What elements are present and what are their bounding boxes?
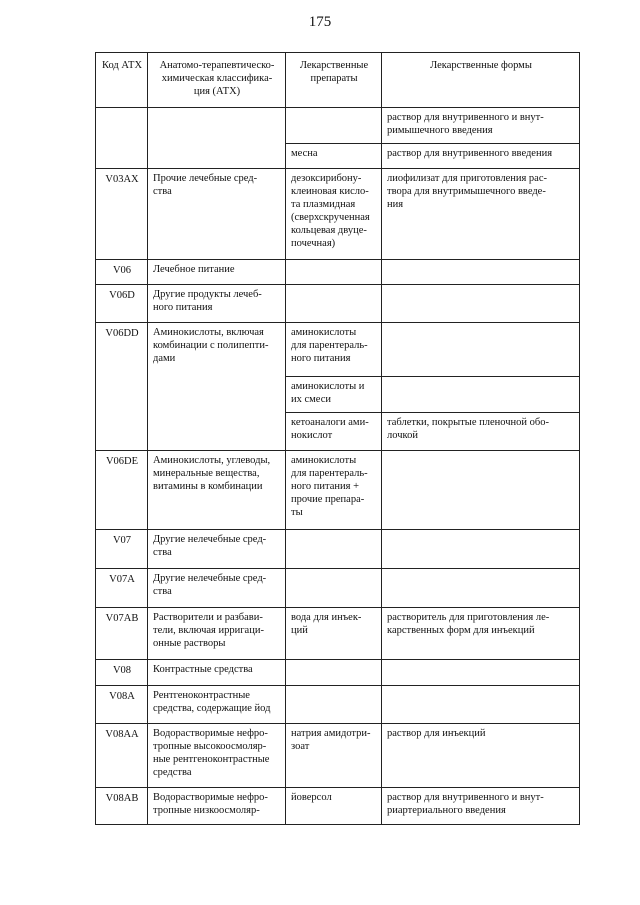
forms-cell: лиофилизат для приготовления рас- твора для внутримышечного введе- ния <box>382 169 580 260</box>
code-cell: V07 <box>96 530 148 569</box>
table-row <box>96 530 580 569</box>
drug-cell <box>286 569 382 608</box>
drug-cell <box>286 660 382 686</box>
drug-cell: кетоаналоги ами- нокислот <box>286 413 382 451</box>
code-cell: V06 <box>96 260 148 285</box>
classification-cell: Рентгеноконтрастные средства, содержащие йод <box>148 686 286 724</box>
page-number: 175 <box>308 14 332 30</box>
forms-cell <box>382 260 580 285</box>
drug-cell <box>286 108 382 144</box>
drug-cell <box>286 686 382 724</box>
classification-cell: Прочие лечебные сред- ства <box>148 169 286 260</box>
forms-cell: таблетки, покрытые пленочной обо- лочкой <box>382 413 580 451</box>
forms-cell <box>382 323 580 377</box>
classification-cell: Лечебное питание <box>148 260 286 285</box>
code-cell: V03AX <box>96 169 148 260</box>
table-row <box>96 323 580 377</box>
classification-cell: Растворители и разбави- тели, включая ирригаци- онные растворы <box>148 608 286 660</box>
code-cell: V08AA <box>96 724 148 788</box>
atc-drug-table <box>95 52 580 825</box>
code-cell: V08A <box>96 686 148 724</box>
table-row <box>96 788 580 825</box>
classification-cell: Другие нелечебные сред- ства <box>148 569 286 608</box>
header-drugs: Лекарственные препараты <box>286 53 382 108</box>
forms-cell <box>382 285 580 323</box>
classification-cell <box>148 108 286 169</box>
code-cell: V08 <box>96 660 148 686</box>
code-cell: V06DE <box>96 451 148 530</box>
table-row <box>96 285 580 323</box>
classification-cell: Водорастворимые нефро- тропные низкоосмоляр- <box>148 788 286 825</box>
classification-cell: Аминокислоты, включая комбинации с полипепти- дами <box>148 323 286 451</box>
drug-cell: аминокислоты для парентераль- ного питания <box>286 323 382 377</box>
header-classification: Анатомо-терапевтическо- химическая классифика- ция (АТХ) <box>148 53 286 108</box>
forms-cell: раствор для внутривенного и внут- римышечного введения <box>382 108 580 144</box>
header-forms: Лекарственные формы <box>382 53 580 108</box>
drug-cell <box>286 260 382 285</box>
forms-cell <box>382 660 580 686</box>
table-row <box>96 451 580 530</box>
code-cell: V06D <box>96 285 148 323</box>
code-cell: V07AB <box>96 608 148 660</box>
table-row <box>96 169 580 260</box>
drug-cell: йоверсол <box>286 788 382 825</box>
code-cell: V06DD <box>96 323 148 451</box>
table-row <box>96 260 580 285</box>
code-cell: V08AB <box>96 788 148 825</box>
drug-cell: аминокислоты для парентераль- ного питания + прочие препара- ты <box>286 451 382 530</box>
drug-cell: дезоксирибону- клеиновая кисло- та плазмидная (сверхскрученная кольцевая двуце- почечная) <box>286 169 382 260</box>
forms-cell <box>382 377 580 413</box>
drug-cell: натрия амидотри- зоат <box>286 724 382 788</box>
forms-cell <box>382 569 580 608</box>
classification-cell: Водорастворимые нефро- тропные высокоосмоляр- ные рентгеноконтрастные средства <box>148 724 286 788</box>
forms-cell: раствор для внутривенного и внут- риартериального введения <box>382 788 580 825</box>
code-cell: V07A <box>96 569 148 608</box>
forms-cell: раствор для внутривенного введения <box>382 144 580 169</box>
table-row <box>96 686 580 724</box>
table-header-row <box>96 53 580 108</box>
forms-cell <box>382 530 580 569</box>
drug-cell: аминокислоты и их смеси <box>286 377 382 413</box>
code-cell <box>96 108 148 169</box>
classification-cell: Аминокислоты, углеводы, минеральные вещества, витамины в комбинации <box>148 451 286 530</box>
header-code: Код АТХ <box>96 53 148 108</box>
classification-cell: Другие продукты лечеб- ного питания <box>148 285 286 323</box>
classification-cell: Контрастные средства <box>148 660 286 686</box>
drug-cell: месна <box>286 144 382 169</box>
table-row <box>96 724 580 788</box>
classification-cell: Другие нелечебные сред- ства <box>148 530 286 569</box>
forms-cell <box>382 451 580 530</box>
drug-cell <box>286 530 382 569</box>
table-row <box>96 569 580 608</box>
table-row <box>96 608 580 660</box>
drug-cell <box>286 285 382 323</box>
table-row <box>96 660 580 686</box>
forms-cell: растворитель для приготовления ле- карственных форм для инъекций <box>382 608 580 660</box>
table-row <box>96 108 580 144</box>
forms-cell <box>382 686 580 724</box>
drug-cell: вода для инъек- ций <box>286 608 382 660</box>
forms-cell: раствор для инъекций <box>382 724 580 788</box>
